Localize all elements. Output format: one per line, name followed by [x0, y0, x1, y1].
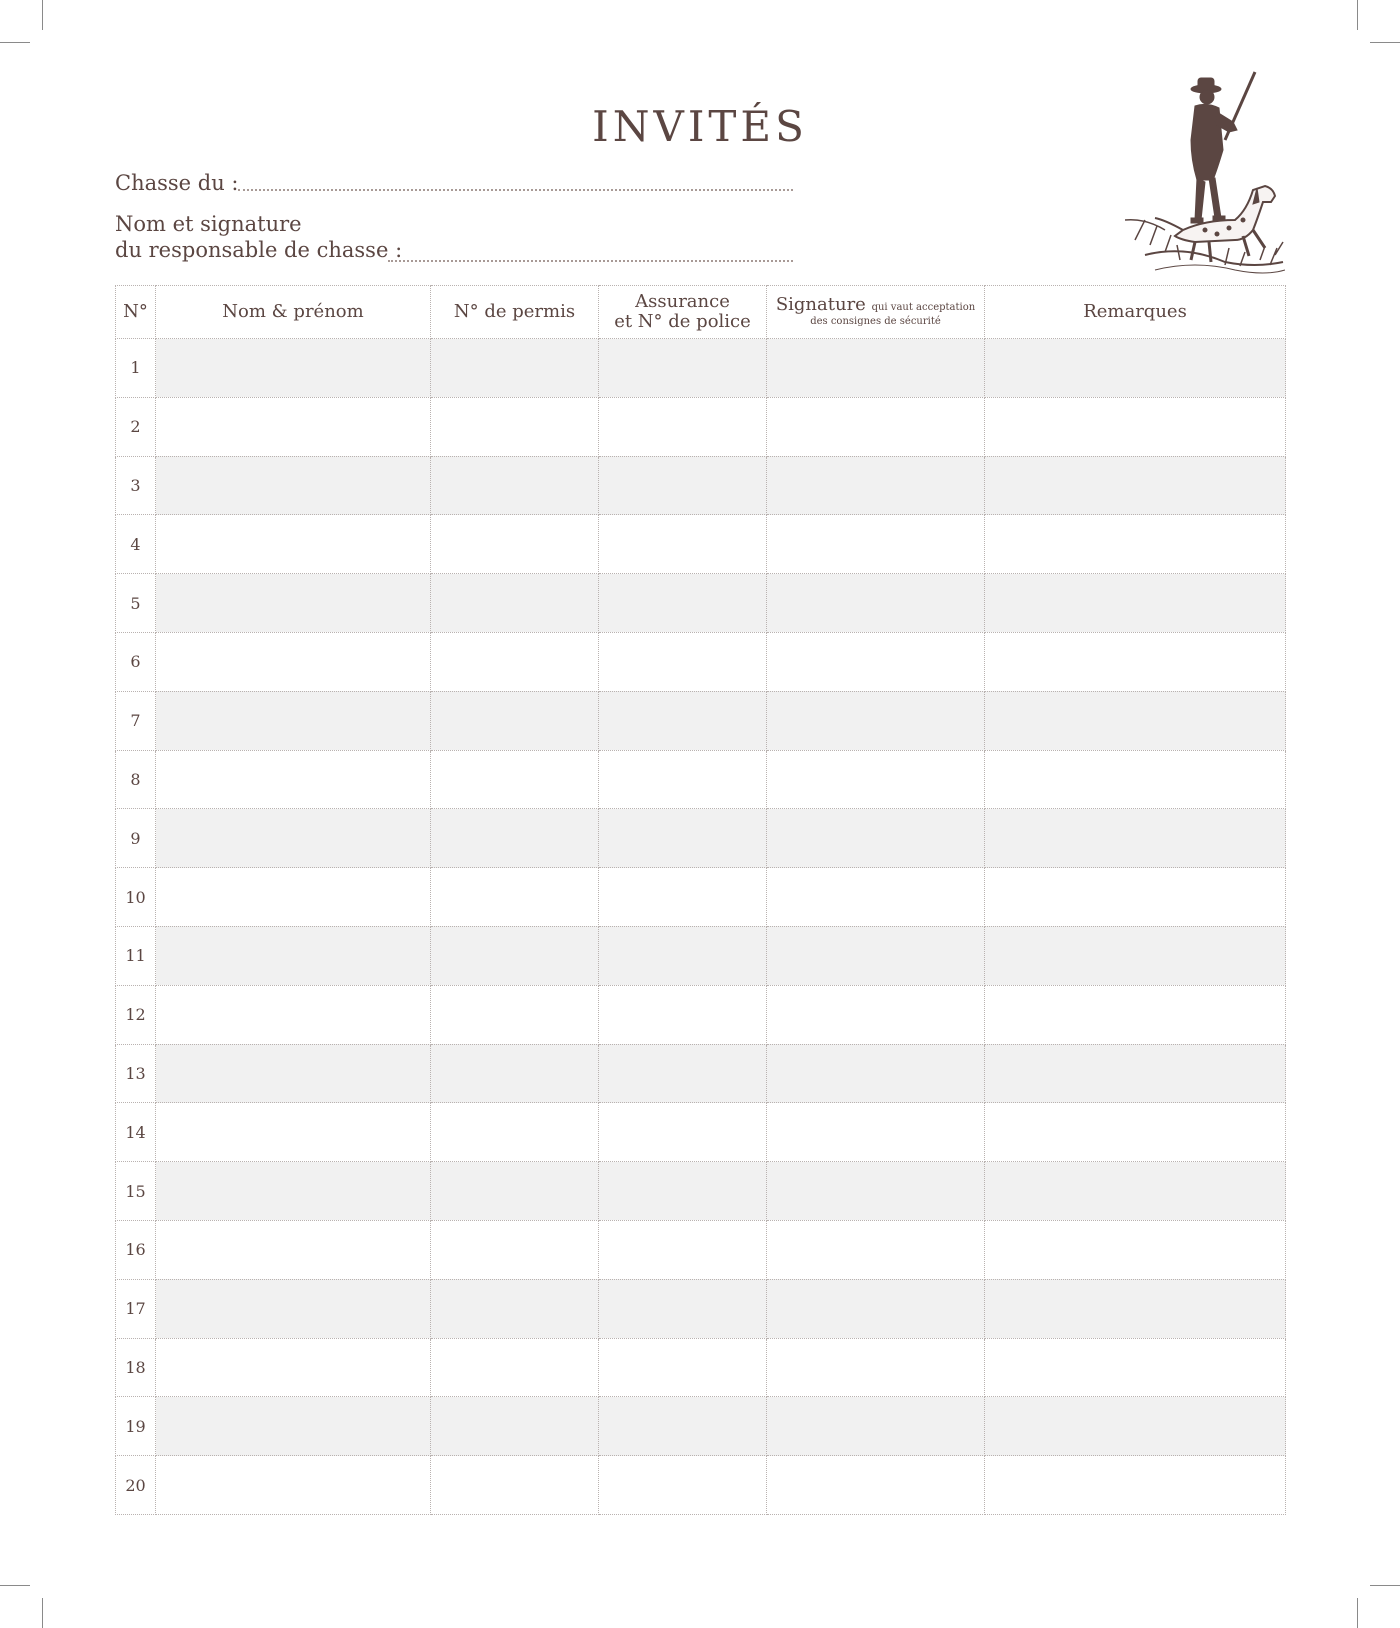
table-row [116, 1338, 1286, 1397]
header-signature [767, 286, 985, 339]
signature-cell[interactable] [767, 1044, 985, 1103]
row-number: 18 [116, 1338, 156, 1397]
permit-cell[interactable] [431, 339, 599, 398]
signature-cell[interactable] [767, 1279, 985, 1338]
remarks-cell[interactable] [985, 339, 1286, 398]
crop-mark-bottom-right-horizontal [1370, 1585, 1400, 1586]
table-row [116, 1397, 1286, 1456]
permit-cell[interactable] [431, 1279, 599, 1338]
name-cell[interactable] [156, 985, 431, 1044]
name-cell[interactable] [156, 1338, 431, 1397]
remarks-cell[interactable] [985, 1338, 1286, 1397]
signature-cell[interactable] [767, 691, 985, 750]
row-number: 12 [116, 985, 156, 1044]
remarks-cell[interactable] [985, 515, 1286, 574]
row-number: 2 [116, 397, 156, 456]
row-number: 4 [116, 515, 156, 574]
signature-cell[interactable] [767, 397, 985, 456]
table-row [116, 1044, 1286, 1103]
signature-cell[interactable] [767, 750, 985, 809]
header-signature-note-line1: qui vaut acceptation [871, 302, 976, 313]
table-row [116, 1162, 1286, 1221]
header-name: Nom & prénom [156, 286, 431, 339]
table-row [116, 1103, 1286, 1162]
header-permit: N° de permis [431, 286, 599, 339]
remarks-cell[interactable] [985, 1103, 1286, 1162]
remarks-cell[interactable] [985, 397, 1286, 456]
permit-cell[interactable] [431, 750, 599, 809]
signature-cell[interactable] [767, 985, 985, 1044]
crop-mark-top-right-horizontal [1370, 42, 1400, 43]
table-body [116, 339, 1286, 1515]
table-row [116, 750, 1286, 809]
signature-cell[interactable] [767, 339, 985, 398]
header-signature-label: Signature [775, 294, 866, 315]
table-row [116, 868, 1286, 927]
row-number: 3 [116, 456, 156, 515]
permit-cell[interactable] [431, 574, 599, 633]
signature-cell[interactable] [767, 1103, 985, 1162]
remarks-cell[interactable] [985, 926, 1286, 985]
name-cell[interactable] [156, 750, 431, 809]
hunter-with-dog-illustration [1125, 70, 1285, 285]
hunt-date-label: Chasse du : [115, 171, 239, 195]
table-row [116, 985, 1286, 1044]
insurance-cell[interactable] [599, 1279, 767, 1338]
remarks-cell[interactable] [985, 985, 1286, 1044]
insurance-cell[interactable] [599, 691, 767, 750]
header-num: N° [116, 286, 156, 339]
permit-cell[interactable] [431, 1162, 599, 1221]
signature-cell[interactable] [767, 1456, 985, 1515]
name-cell[interactable] [156, 1279, 431, 1338]
table-row [116, 809, 1286, 868]
signature-cell[interactable] [767, 574, 985, 633]
table-row [116, 339, 1286, 398]
remarks-cell[interactable] [985, 809, 1286, 868]
permit-cell[interactable] [431, 632, 599, 691]
name-cell[interactable] [156, 926, 431, 985]
permit-cell[interactable] [431, 1338, 599, 1397]
signature-cell[interactable] [767, 1220, 985, 1279]
remarks-cell[interactable] [985, 1397, 1286, 1456]
remarks-cell[interactable] [985, 1044, 1286, 1103]
table-row [116, 1220, 1286, 1279]
remarks-cell[interactable] [985, 456, 1286, 515]
insurance-cell[interactable] [599, 1103, 767, 1162]
insurance-cell[interactable] [599, 515, 767, 574]
header-insurance-line1: Assurance [635, 291, 730, 312]
table-row [116, 691, 1286, 750]
permit-cell[interactable] [431, 1103, 599, 1162]
row-number: 15 [116, 1162, 156, 1221]
signature-cell[interactable] [767, 1397, 985, 1456]
insurance-cell[interactable] [599, 1397, 767, 1456]
header-remarks: Remarques [985, 286, 1286, 339]
insurance-cell[interactable] [599, 1338, 767, 1397]
header-signature-note-line2: des consignes de sécurité [810, 316, 941, 327]
insurance-cell[interactable] [599, 1220, 767, 1279]
insurance-cell[interactable] [599, 926, 767, 985]
crop-mark-bottom-left-vertical [42, 1598, 43, 1628]
crop-mark-top-right-vertical [1357, 0, 1358, 30]
row-number: 14 [116, 1103, 156, 1162]
insurance-cell[interactable] [599, 456, 767, 515]
table-row [116, 515, 1286, 574]
name-cell[interactable] [156, 574, 431, 633]
remarks-cell[interactable] [985, 868, 1286, 927]
remarks-cell[interactable] [985, 1279, 1286, 1338]
manager-label-line1: Nom et signature [115, 212, 302, 236]
table-row [116, 574, 1286, 633]
row-number: 13 [116, 1044, 156, 1103]
insurance-cell[interactable] [599, 632, 767, 691]
crop-mark-bottom-right-vertical [1357, 1598, 1358, 1628]
signature-cell[interactable] [767, 868, 985, 927]
hunter-with-dog-icon [1125, 70, 1285, 285]
table-header-row [116, 286, 1286, 339]
name-cell[interactable] [156, 632, 431, 691]
name-cell[interactable] [156, 868, 431, 927]
manager-signature-field[interactable] [388, 260, 793, 262]
crop-mark-bottom-left-horizontal [0, 1585, 30, 1586]
hunt-date-field[interactable] [238, 189, 793, 191]
name-cell[interactable] [156, 1397, 431, 1456]
remarks-cell[interactable] [985, 632, 1286, 691]
name-cell[interactable] [156, 691, 431, 750]
row-number: 17 [116, 1279, 156, 1338]
insurance-cell[interactable] [599, 1044, 767, 1103]
row-number: 5 [116, 574, 156, 633]
insurance-cell[interactable] [599, 985, 767, 1044]
permit-cell[interactable] [431, 1456, 599, 1515]
row-number: 16 [116, 1220, 156, 1279]
permit-cell[interactable] [431, 809, 599, 868]
name-cell[interactable] [156, 1162, 431, 1221]
remarks-cell[interactable] [985, 1456, 1286, 1515]
row-number: 11 [116, 926, 156, 985]
insurance-cell[interactable] [599, 339, 767, 398]
name-cell[interactable] [156, 1456, 431, 1515]
name-cell[interactable] [156, 515, 431, 574]
remarks-cell[interactable] [985, 691, 1286, 750]
table-row [116, 632, 1286, 691]
signature-cell[interactable] [767, 1338, 985, 1397]
table-row [116, 1456, 1286, 1515]
insurance-cell[interactable] [599, 809, 767, 868]
table-row [116, 1279, 1286, 1338]
name-cell[interactable] [156, 339, 431, 398]
row-number: 6 [116, 632, 156, 691]
name-cell[interactable] [156, 397, 431, 456]
row-number: 20 [116, 1456, 156, 1515]
signature-cell[interactable] [767, 809, 985, 868]
signature-cell[interactable] [767, 926, 985, 985]
crop-mark-top-left-vertical [42, 0, 43, 30]
name-cell[interactable] [156, 1103, 431, 1162]
table-row [116, 397, 1286, 456]
permit-cell[interactable] [431, 1044, 599, 1103]
insurance-cell[interactable] [599, 397, 767, 456]
header-insurance-line2: et N° de police [614, 311, 751, 332]
name-cell[interactable] [156, 1044, 431, 1103]
signature-cell[interactable] [767, 632, 985, 691]
crop-mark-top-left-horizontal [0, 42, 30, 43]
insurance-cell[interactable] [599, 1162, 767, 1221]
permit-cell[interactable] [431, 515, 599, 574]
page-title: INVITÉS [592, 102, 808, 151]
permit-cell[interactable] [431, 1397, 599, 1456]
permit-cell[interactable] [431, 926, 599, 985]
remarks-cell[interactable] [985, 574, 1286, 633]
row-number: 1 [116, 339, 156, 398]
table-row [116, 456, 1286, 515]
insurance-cell[interactable] [599, 750, 767, 809]
signature-cell[interactable] [767, 1162, 985, 1221]
permit-cell[interactable] [431, 691, 599, 750]
row-number: 9 [116, 809, 156, 868]
name-cell[interactable] [156, 1220, 431, 1279]
row-number: 19 [116, 1397, 156, 1456]
insurance-cell[interactable] [599, 1456, 767, 1515]
name-cell[interactable] [156, 809, 431, 868]
permit-cell[interactable] [431, 1220, 599, 1279]
permit-cell[interactable] [431, 985, 599, 1044]
permit-cell[interactable] [431, 868, 599, 927]
row-number: 10 [116, 868, 156, 927]
insurance-cell[interactable] [599, 868, 767, 927]
row-number: 8 [116, 750, 156, 809]
insurance-cell[interactable] [599, 574, 767, 633]
row-number: 7 [116, 691, 156, 750]
signature-cell[interactable] [767, 515, 985, 574]
permit-cell[interactable] [431, 397, 599, 456]
header-insurance [599, 286, 767, 339]
signature-cell[interactable] [767, 456, 985, 515]
permit-cell[interactable] [431, 456, 599, 515]
remarks-cell[interactable] [985, 1162, 1286, 1221]
remarks-cell[interactable] [985, 1220, 1286, 1279]
remarks-cell[interactable] [985, 750, 1286, 809]
table-row [116, 926, 1286, 985]
guest-table [115, 285, 1286, 1515]
manager-label-line2: du responsable de chasse : [115, 238, 403, 262]
name-cell[interactable] [156, 456, 431, 515]
